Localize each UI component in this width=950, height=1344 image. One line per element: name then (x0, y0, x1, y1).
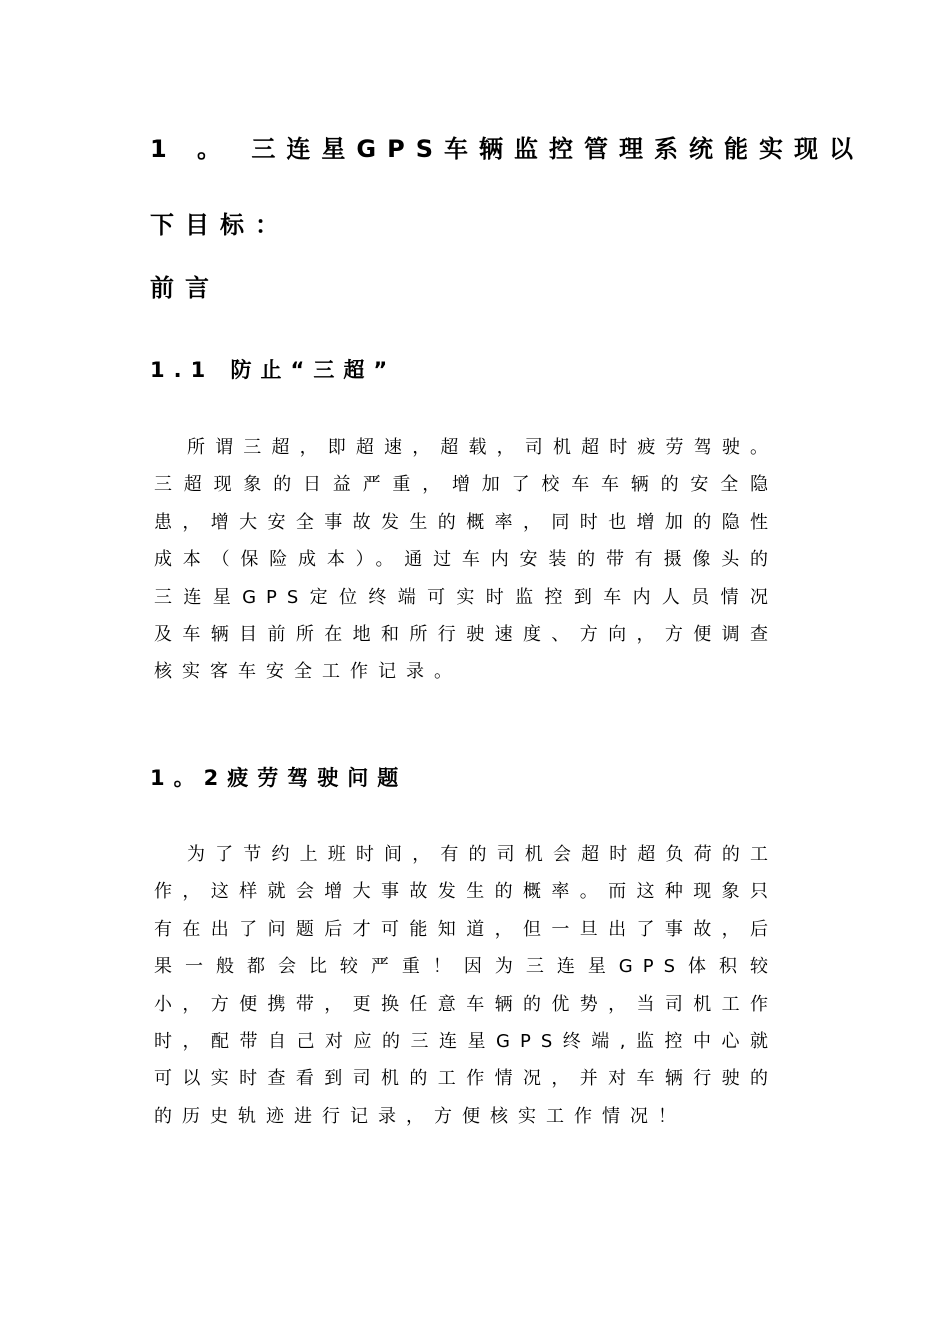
section-1-2-heading: 1。2疲劳驾驶问题 (150, 766, 408, 790)
section-1-1-paragraph: 所谓三超，即超速，超载，司机超时疲劳驾驶。三超现象的日益严重，增加了校车车辆的安全隐患，增大安全事故发生的概率，同时也增加的隐性成本（保险成本）。通过车内安装的带有摄像头的三连星GPS定位终端可实时监控到车内人员情况及车辆目前所在地和所行驶速度、方向，方便调查核实客车安全工作记录。 (154, 437, 778, 683)
section-1-2-paragraph: 为了节约上班时间，有的司机会超时超负荷的工作，这样就会增大事故发生的概率。而这种现象只有在出了问题后才可能知道，但一旦出了事故，后果一般都会比较严重！因为三连星GPS体积较小，方便携带，更换任意车辆的优势，当司机工作时，配带自己对应的三连星GPS终端,监控中心就可以实时查看到司机的工作情况，并对车辆行驶的的历史轨迹进行记录，方便核实工作情况！ (154, 844, 778, 1127)
document-title-line-1: 1 。 三连星GPS车辆监控管理系统能实现以 (150, 135, 864, 163)
preface-heading: 前言 (150, 274, 220, 302)
document-title-line-2: 下目标： (150, 211, 290, 239)
section-1-1-heading: 1.1 防止“三超” (150, 358, 397, 382)
